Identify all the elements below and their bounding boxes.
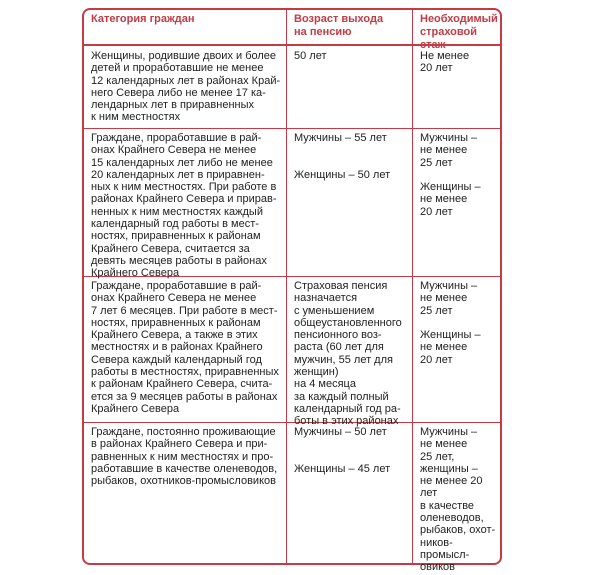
row-2-category: Граждане, проработавшие в рай- онах Крайнего Севера не менее 15 календарных лет либо не менее 20 календарных лет в приравнен- ных к ним местностях. При работе в районах Крайнего Севера и прирав- ненных к ним местностях каждый календарный год работы в мест- ностях, приравненных к районам Крайнего Севера, считается за девять месяцев работы в районах Крайнего Севера [91,132,277,280]
header-experience: Необходимый страховой стаж [420,13,498,51]
row-4-experience: Мужчины – не менее 25 лет, женщины – не менее 20 лет в качестве оленеводов, рыбаков, охот- ников-промысл- овиков [420,426,496,574]
row-1-category: Женщины, родившие двоих и более детей и проработавшие не менее 12 календарных лет в районах Край- него Севера либо не менее 17 ка- лендарных лет в приравненных к ним местностях [91,50,281,124]
row-3-experience: Мужчины – не менее 25 лет Женщины – не менее 20 лет [420,280,481,366]
row-3-age: Страховая пенсия назначается с уменьшением общеустановленного пенсионного воз- раста (60 лет для мужчин, 55 лет для женщин) на 4 месяца за каждый полный календарный год ра- боты в этих районах [294,280,402,428]
pension-table [82,8,502,574]
row-divider [84,422,500,423]
row-4-age: Мужчины – 50 лет Женщины – 45 лет [294,426,391,475]
header-category: Категория граждан [91,13,195,25]
row-1-age: 50 лет [294,50,327,62]
table-header [84,10,500,51]
column-divider [286,10,287,563]
row-3-category: Граждане, проработавшие в рай- онах Крайнего Севера не менее 7 лет 6 месяцев. При работе в мест- ностях, приравненных к районам Крайнего Севера, а также в этих местностях и в районах Крайнего Севера каждый календарный год работы в местностях, приравненных к районам Крайнего Севера, счита- ется за 9 месяцев работы в районах Крайнего Севера [91,280,279,415]
row-1-experience: Не менее 20 лет [420,50,470,75]
header-age: Возраст выхода на пенсию [294,13,384,38]
row-4-category: Граждане, постоянно проживающие в районах Крайнего Севера и при- равненных к ним местностях и про- работавшие в качестве оленеводов, рыбаков, охотников-промысловиков [91,426,278,488]
row-2-age: Мужчины – 55 лет Женщины – 50 лет [294,132,391,181]
row-2-experience: Мужчины – не менее 25 лет Женщины – не менее 20 лет [420,132,481,218]
row-divider [84,128,500,129]
